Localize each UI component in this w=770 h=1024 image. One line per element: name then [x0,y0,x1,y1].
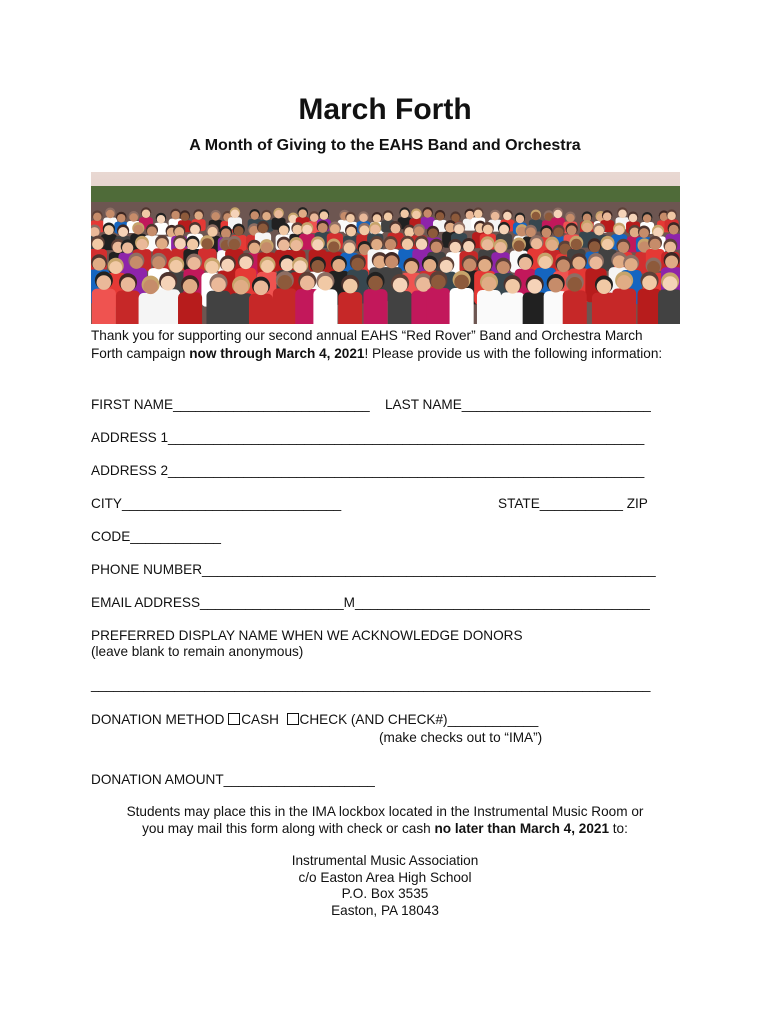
crowd-member-face [318,223,328,233]
crowd-member-face [278,240,289,251]
crowd-member-face [298,209,307,218]
instructions-line-2-start: you may mail this form along with check or cash [142,821,435,836]
crowd-member-face [629,214,638,223]
crowd-member-face [566,214,575,223]
crowd-member-face [669,225,679,235]
crowd-member-face [109,261,122,274]
crowd-member-face [211,277,226,292]
crowd-member-face [293,225,303,235]
crowd-member-face [129,213,138,222]
intro-text [91,327,662,363]
crowd-member-face [302,225,312,235]
crowd-member-body [156,289,180,324]
city-field[interactable]: CITY_____________________________ [91,496,342,511]
group-photo [91,172,680,324]
crowd-member-body [477,290,501,324]
page-title: March Forth [298,93,472,126]
crowd-member-face [170,260,183,273]
crowd-member-body [638,289,662,324]
crowd-member-face [343,279,358,294]
crowd-member-face [370,224,380,234]
crowd-member-face [278,275,293,290]
crowd-member-face [249,243,260,254]
crowd-member-body [612,289,636,324]
crowd-member-face [643,214,652,223]
crowd-member-face [423,259,436,272]
crowd-member-face [234,280,249,295]
intro-line-2-start: Forth campaign [91,346,190,361]
crowd-member-face [133,225,143,235]
crowd-member-face [393,278,408,293]
crowd-member-face [93,213,102,222]
crowd-member-face [542,228,552,238]
crowd-member-face [274,210,283,219]
crowd-member-face [400,210,409,219]
display-name-hint: (leave blank to remain anonymous) [91,644,304,659]
crowd-member-face [478,259,491,272]
crowd-member-face [373,214,382,223]
crowd-member-face [482,277,497,292]
crowd-member-face [554,210,563,219]
crowd-member-face [665,242,676,253]
crowd-member-face [262,212,271,221]
crowd-member-body [501,292,525,324]
crowd-member-face [495,242,506,253]
crowd-member-face [175,238,186,249]
first-name-field[interactable]: FIRST NAME__________________________ [91,397,370,412]
crowd-member-face [667,212,676,221]
crowd-member-face [359,225,369,235]
crowd-member-face [318,276,333,291]
crowd-member-face [440,260,453,273]
intro-deadline: now through March 4, 2021 [189,346,365,361]
crowd-member-face [482,239,493,250]
crowd-member-face [359,213,368,222]
crowd-member-body [426,288,450,324]
crowd-member-face [346,227,356,237]
crowd-member-face [557,259,570,272]
crowd-member-face [603,212,612,221]
mailing-address-line-1: Instrumental Music Association [291,853,479,868]
crowd-member-face [491,212,500,221]
crowd-member-face [261,260,274,273]
crowd-member-face [136,239,147,250]
display-name-label: PREFERRED DISPLAY NAME WHEN WE ACKNOWLEDGE DONORS [91,628,523,643]
crowd-member-face [618,209,627,218]
crowd-member-face [97,275,112,290]
crowd-member-face [513,240,524,251]
mailing-address-line-3: P.O. Box 3535 [341,886,429,901]
intro-line-1: Thank you for supporting our second annual EAHS “Red Rover” Band and Orchestra March [91,328,643,343]
mailing-address-line-4: Easton, PA 18043 [331,903,439,918]
crowd-member-face [344,243,355,254]
crowd-member-face [332,259,345,272]
crowd-member-face [602,239,613,250]
crowd-member-face [211,212,220,221]
crowd-member-body [178,292,202,324]
crowd-member-face [463,241,474,252]
crowd-member-face [649,239,660,250]
crowd-member-face [567,225,577,235]
crowd-member-face [497,261,510,274]
crowd-member-face [614,225,624,235]
crowd-member-face [454,275,469,290]
donation-amount-field[interactable]: DONATION AMOUNT____________________ [91,772,375,787]
crowd-member-face [187,239,198,250]
crowd-member-face [310,213,319,222]
display-name-field[interactable]: __________________________________________________________________________ [91,677,651,692]
crowd-member-face [499,225,509,235]
crowd-member-face [582,223,592,233]
crowd-member-face [431,242,442,253]
crowd-member-body [563,290,587,324]
crowd-member-face [206,261,219,274]
crowd-member-face [532,212,541,221]
address1-field[interactable]: ADDRESS 1_______________________________________________________________ [91,430,645,445]
crowd-member-face [202,238,213,249]
page-subtitle: A Month of Giving to the EAHS Band and Orchestra [189,137,581,154]
crowd-member-face [404,227,414,237]
crowd-member-face [597,279,612,294]
crowd-member-face [188,257,201,270]
cash-checkbox[interactable] [228,713,240,725]
crowd-member-face [391,224,401,234]
crowd-member-face [294,260,307,273]
mailing-address-line-2: c/o Easton Area High School [298,870,472,885]
crowd-member-face [190,225,200,235]
crowd-member-face [234,226,244,236]
instructions-line-1: Students may place this in the IMA lockbox located in the Instrumental Music Room or [126,804,644,819]
crowd-member-face [519,257,532,270]
crowd-member-face [653,227,663,237]
crowd-member-face [346,214,355,223]
crowd-member-face [516,215,525,224]
crowd-member-face [539,256,552,269]
crowd-member-face [106,210,115,219]
crowd-member-face [371,239,382,250]
crowd-member-face [92,239,103,250]
crowd-member-face [130,256,143,269]
crowd-member-face [454,224,464,234]
crowd-member-body [116,290,140,324]
crowd-member-face [118,227,128,237]
crowd-member-face [368,276,383,291]
intro-line-2 [91,345,662,363]
crowd-member-body [249,294,273,324]
crowd-member-face [231,210,240,219]
intro-line-2-end: ! Please provide us with the following information: [364,346,663,361]
crowd-member-face [665,255,678,268]
crowd-member-face [291,240,302,251]
zip-code-field[interactable]: CODE____________ [91,529,221,544]
crowd-member-face [639,228,649,238]
crowd-member-body [338,292,362,324]
crowd-member-face [122,242,133,253]
crowd-member-face [104,225,114,235]
crowd-member-face [663,276,678,291]
crowd-member-face [279,225,289,235]
crowd-member-face [548,278,563,293]
crowd-member-face [503,212,512,221]
crowd-member-face [157,215,166,224]
crowd-member-face [261,242,272,253]
crowd-member-face [312,239,323,250]
crowd-member-face [320,211,329,220]
crowd-member-face [250,211,259,220]
crowd-member-face [531,238,542,249]
crowd-member-face [590,256,603,269]
crowd-member-body [273,288,297,324]
crowd-member-face [229,239,240,250]
crowd-member-face [625,258,638,271]
crowd-member-face [221,228,231,238]
crowd-member-face [330,224,340,234]
donation-method-row [91,712,538,727]
crowd-member-face [93,258,106,271]
crowd-member-face [171,211,180,220]
crowd-member-face [431,275,446,290]
crowd-member-face [554,227,564,237]
crowd-member-body [206,291,230,324]
crowd-member-body [92,289,116,324]
crowd-member-body [363,289,387,324]
crowd-member-face [527,279,542,294]
crowd-member-face [328,241,339,252]
crowd-member-face [183,279,198,294]
cash-label: CASH [241,712,279,727]
crowd-member-face [428,228,438,238]
crowd-member-body [313,289,337,324]
crowd-member-face [194,211,203,220]
state-zip-field[interactable]: STATE___________ ZIP [498,496,648,511]
crowd-member-face [385,239,396,250]
address2-field[interactable]: ADDRESS 2_______________________________________________________________ [91,463,645,478]
crowd-member-face [617,275,632,290]
crowd-member-face [483,225,493,235]
crowd-member-face [311,260,324,273]
crowd-member-face [436,212,445,221]
instructions-line-2 [0,821,770,836]
crowd-member-face [239,256,252,269]
crowd-member-face [505,279,520,294]
crowd-member-face [618,242,629,253]
crowd-member-body [658,290,680,324]
crowd-member-face [402,239,413,250]
check-field[interactable]: CHECK (AND CHECK#)____________ [299,712,539,727]
phone-field[interactable]: PHONE NUMBER____________________________________________________________ [91,562,656,577]
crowd-member-face [143,279,158,294]
crowd-member-face [161,276,176,291]
crowd-member-face [571,239,582,250]
email-field[interactable]: EMAIL ADDRESS___________________M_______________________________________ [91,595,650,610]
crowd-member-face [463,259,476,272]
last-name-field[interactable]: LAST NAME_________________________ [385,397,651,412]
crowd-member-face [547,240,558,251]
crowd-member-face [405,261,418,274]
crowd-member-face [142,210,151,219]
crowd-member-face [147,226,157,236]
crowd-member-face [474,210,483,219]
crowd-member-face [567,277,582,292]
crowd-member-face [152,256,165,269]
check-checkbox[interactable] [287,713,299,725]
crowd-member-face [181,213,190,222]
instructions-deadline: no later than March 4, 2021 [434,821,609,836]
crowd-member-face [281,258,294,271]
crowd-member-face [384,212,393,221]
crowd-member-face [300,276,315,291]
donation-method-label: DONATION METHOD [91,712,229,727]
crowd-member-body [450,288,474,324]
crowd-member-face [594,226,604,236]
crowd-member-face [156,238,167,249]
instructions-line-2-end: to: [609,821,628,836]
crowd-member-face [412,211,421,220]
crowd-member-face [414,226,424,236]
crowd-member-face [221,259,234,272]
crowd-member-face [117,214,126,223]
check-hint: (make checks out to “IMA”) [379,730,543,745]
crowd-member-face [351,258,364,271]
crowd-member-face [416,239,427,250]
crowd-member-face [450,242,461,253]
crowd-member-face [121,277,136,292]
crowd-member-face [254,280,269,295]
crowd-member-face [208,227,218,237]
crowd-member-face [385,255,398,268]
crowd-member-face [423,209,432,218]
crowd-member-face [589,241,600,252]
crowd-member-body [388,291,412,324]
crowd-member-body [523,292,547,324]
crowd-member-face [572,257,585,270]
crowd-member-face [258,223,268,233]
crowd-member-face [642,275,657,290]
